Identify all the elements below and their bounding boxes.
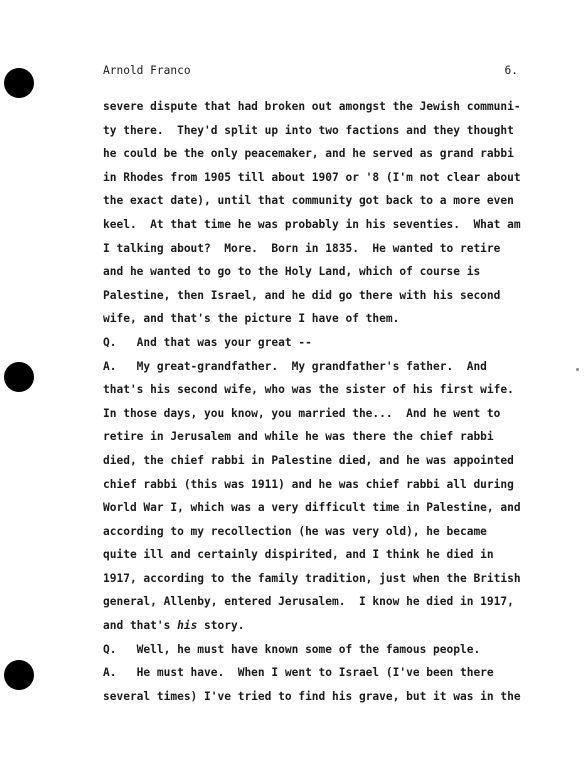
text-line: wife, and that's the picture I have of them. [103, 312, 400, 326]
interviewee-name: Arnold Franco [103, 64, 191, 77]
text-line: that's his second wife, who was the sister of his first wife. [103, 383, 514, 397]
transcript-body [103, 95, 528, 708]
text-line: I talking about? More. Born in 1835. He wanted to retire [103, 241, 501, 255]
text-line: he could be the only peacemaker, and he served as grand rabbi [103, 147, 514, 161]
text-line: according to my recollection (he was very old), he became [103, 524, 487, 538]
text-line: chief rabbi (this was 1911) and he was chief rabbi all during [103, 477, 514, 491]
text-line: several times) I've tried to find his grave, but it was in the [103, 689, 521, 703]
text-line: ty there. They'd split up into two factions and they thought [103, 123, 514, 137]
question-line: Q. And that was your great -- [103, 335, 312, 349]
page-number: 6. [504, 64, 518, 77]
page-header [103, 64, 518, 77]
text-line: severe dispute that had broken out amongst the Jewish communi- [103, 100, 521, 113]
question-line: Q. Well, he must have known some of the famous people. [103, 642, 481, 656]
text-line: died, the chief rabbi in Palestine died, and he was appointed [103, 453, 514, 467]
binder-hole-bottom [4, 660, 34, 690]
answer-line: A. My great-grandfather. My grandfather's father. And [103, 359, 487, 373]
text-line: retire in Jerusalem and while he was there the chief rabbi [103, 430, 494, 444]
line-end: story. [197, 619, 245, 633]
scan-speck [576, 368, 579, 371]
answer-line: A. He must have. When I went to Israel (I've been there [103, 666, 494, 680]
text-line: and he wanted to go to the Holy Land, which of course is [103, 265, 481, 279]
text-line: Palestine, then Israel, and he did go there with his second [103, 288, 501, 302]
text-line-with-emphasis [103, 614, 528, 638]
text-line: the exact date), until that community got back to a more even [103, 194, 514, 208]
emphasized-word: his [177, 619, 198, 633]
line-start: and that's [103, 619, 178, 633]
text-line: quite ill and certainly dispirited, and I think he died in [103, 548, 494, 562]
text-line: keel. At that time he was probably in his seventies. What am [103, 217, 521, 231]
text-line: in Rhodes from 1905 till about 1907 or '8 (I'm not clear about [103, 170, 521, 184]
text-line: In those days, you know, you married the... And he went to [103, 406, 501, 420]
text-line: general, Allenby, entered Jerusalem. I know he died in 1917, [103, 595, 514, 609]
text-line: World War I, which was a very difficult time in Palestine, and [103, 501, 521, 515]
binder-hole-middle [4, 362, 34, 392]
text-line: 1917, according to the family tradition, just when the British [103, 571, 521, 585]
binder-hole-top [4, 68, 34, 98]
